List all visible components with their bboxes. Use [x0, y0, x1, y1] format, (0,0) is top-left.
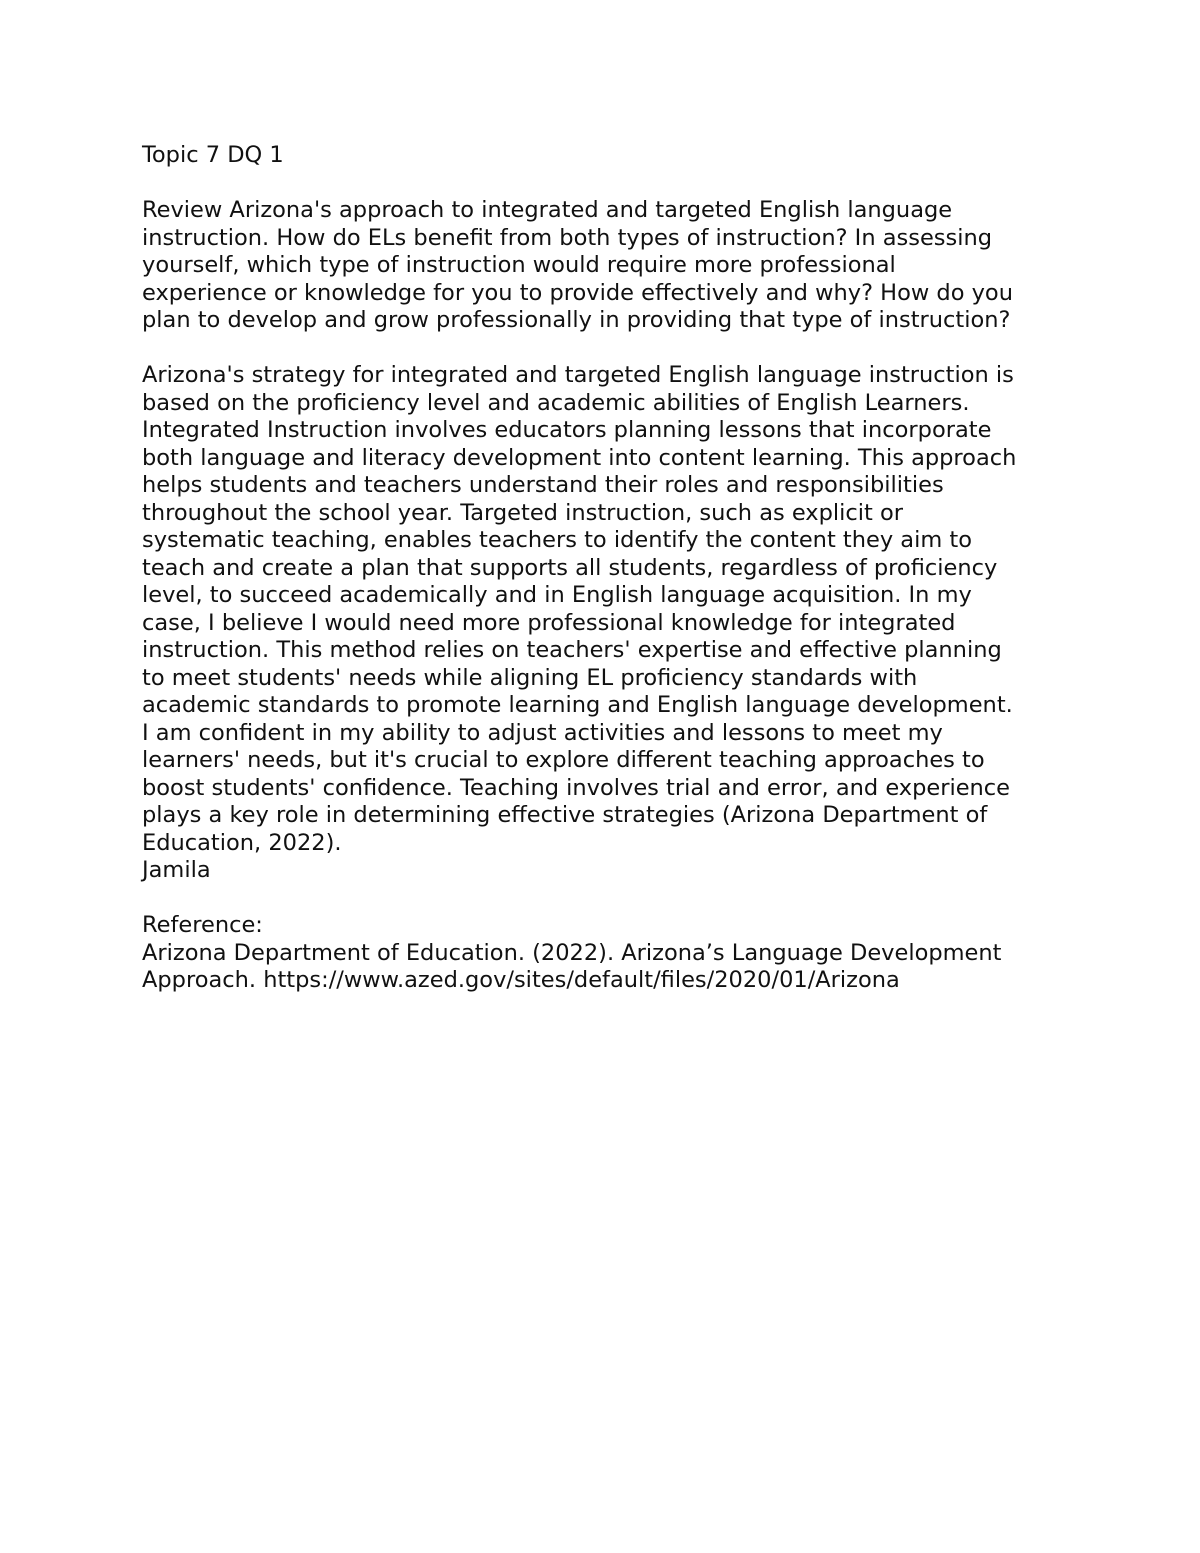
prompt-line: experience or knowledge for you to provide effectively and why? How do you [142, 279, 1013, 306]
reference-line: Arizona Department of Education. (2022). Arizona’s Language Development [142, 939, 1002, 966]
response-line: to meet students' needs while aligning EL proficiency standards with [142, 664, 918, 691]
response-line: systematic teaching, enables teachers to identify the content they aim to [142, 527, 973, 553]
response-line: both language and literacy development into content learning. This approach [142, 444, 1017, 471]
response-line: level, to succeed academically and in English language acquisition. In my [142, 582, 972, 608]
spacer [142, 885, 1082, 913]
response-line: instruction. This method relies on teachers' expertise and effective planning [142, 637, 1002, 663]
response-line: plays a key role in determining effective strategies (Arizona Department of [142, 802, 988, 828]
reference-section [142, 912, 1082, 995]
response-line: I am confident in my ability to adjust activities and lessons to meet my [142, 719, 943, 746]
prompt-line: yourself, which type of instruction would require more professional [142, 252, 896, 278]
response-line: Education, 2022). [142, 829, 342, 856]
prompt-line: instruction. How do ELs benefit from both types of instruction? In assessing [142, 224, 993, 251]
signature: Jamila [142, 857, 211, 883]
response-line: Arizona's strategy for integrated and targeted English language instruction is [142, 362, 1014, 388]
response-line: helps students and teachers understand their roles and responsibilities [142, 472, 944, 498]
document-body [142, 142, 1082, 995]
discussion-prompt [142, 197, 1082, 335]
reference-line: Approach. https://www.azed.gov/sites/default/files/2020/01/Arizona [142, 967, 900, 993]
response-line: Integrated Instruction involves educators planning lessons that incorporate [142, 417, 992, 443]
reference-heading: Reference: [142, 912, 263, 938]
response-line: based on the proficiency level and academic abilities of English Learners. [142, 389, 970, 416]
response-line: case, I believe I would need more professional knowledge for integrated [142, 609, 956, 636]
response-line: boost students' confidence. Teaching involves trial and error, and experience [142, 774, 1011, 801]
response-line: teach and create a plan that supports all students, regardless of proficiency [142, 554, 998, 581]
spacer [142, 170, 1082, 198]
response-line: throughout the school year. Targeted instruction, such as explicit or [142, 499, 904, 526]
prompt-line: Review Arizona's approach to integrated and targeted English language [142, 197, 953, 223]
response-paragraph [142, 362, 1082, 857]
response-line: learners' needs, but it's crucial to explore different teaching approaches to [142, 747, 985, 773]
spacer [142, 335, 1082, 363]
prompt-line: plan to develop and grow professionally in providing that type of instruction? [142, 307, 1011, 333]
response-line: academic standards to promote learning and English language development. [142, 692, 1013, 718]
document-title: Topic 7 DQ 1 [142, 142, 284, 168]
